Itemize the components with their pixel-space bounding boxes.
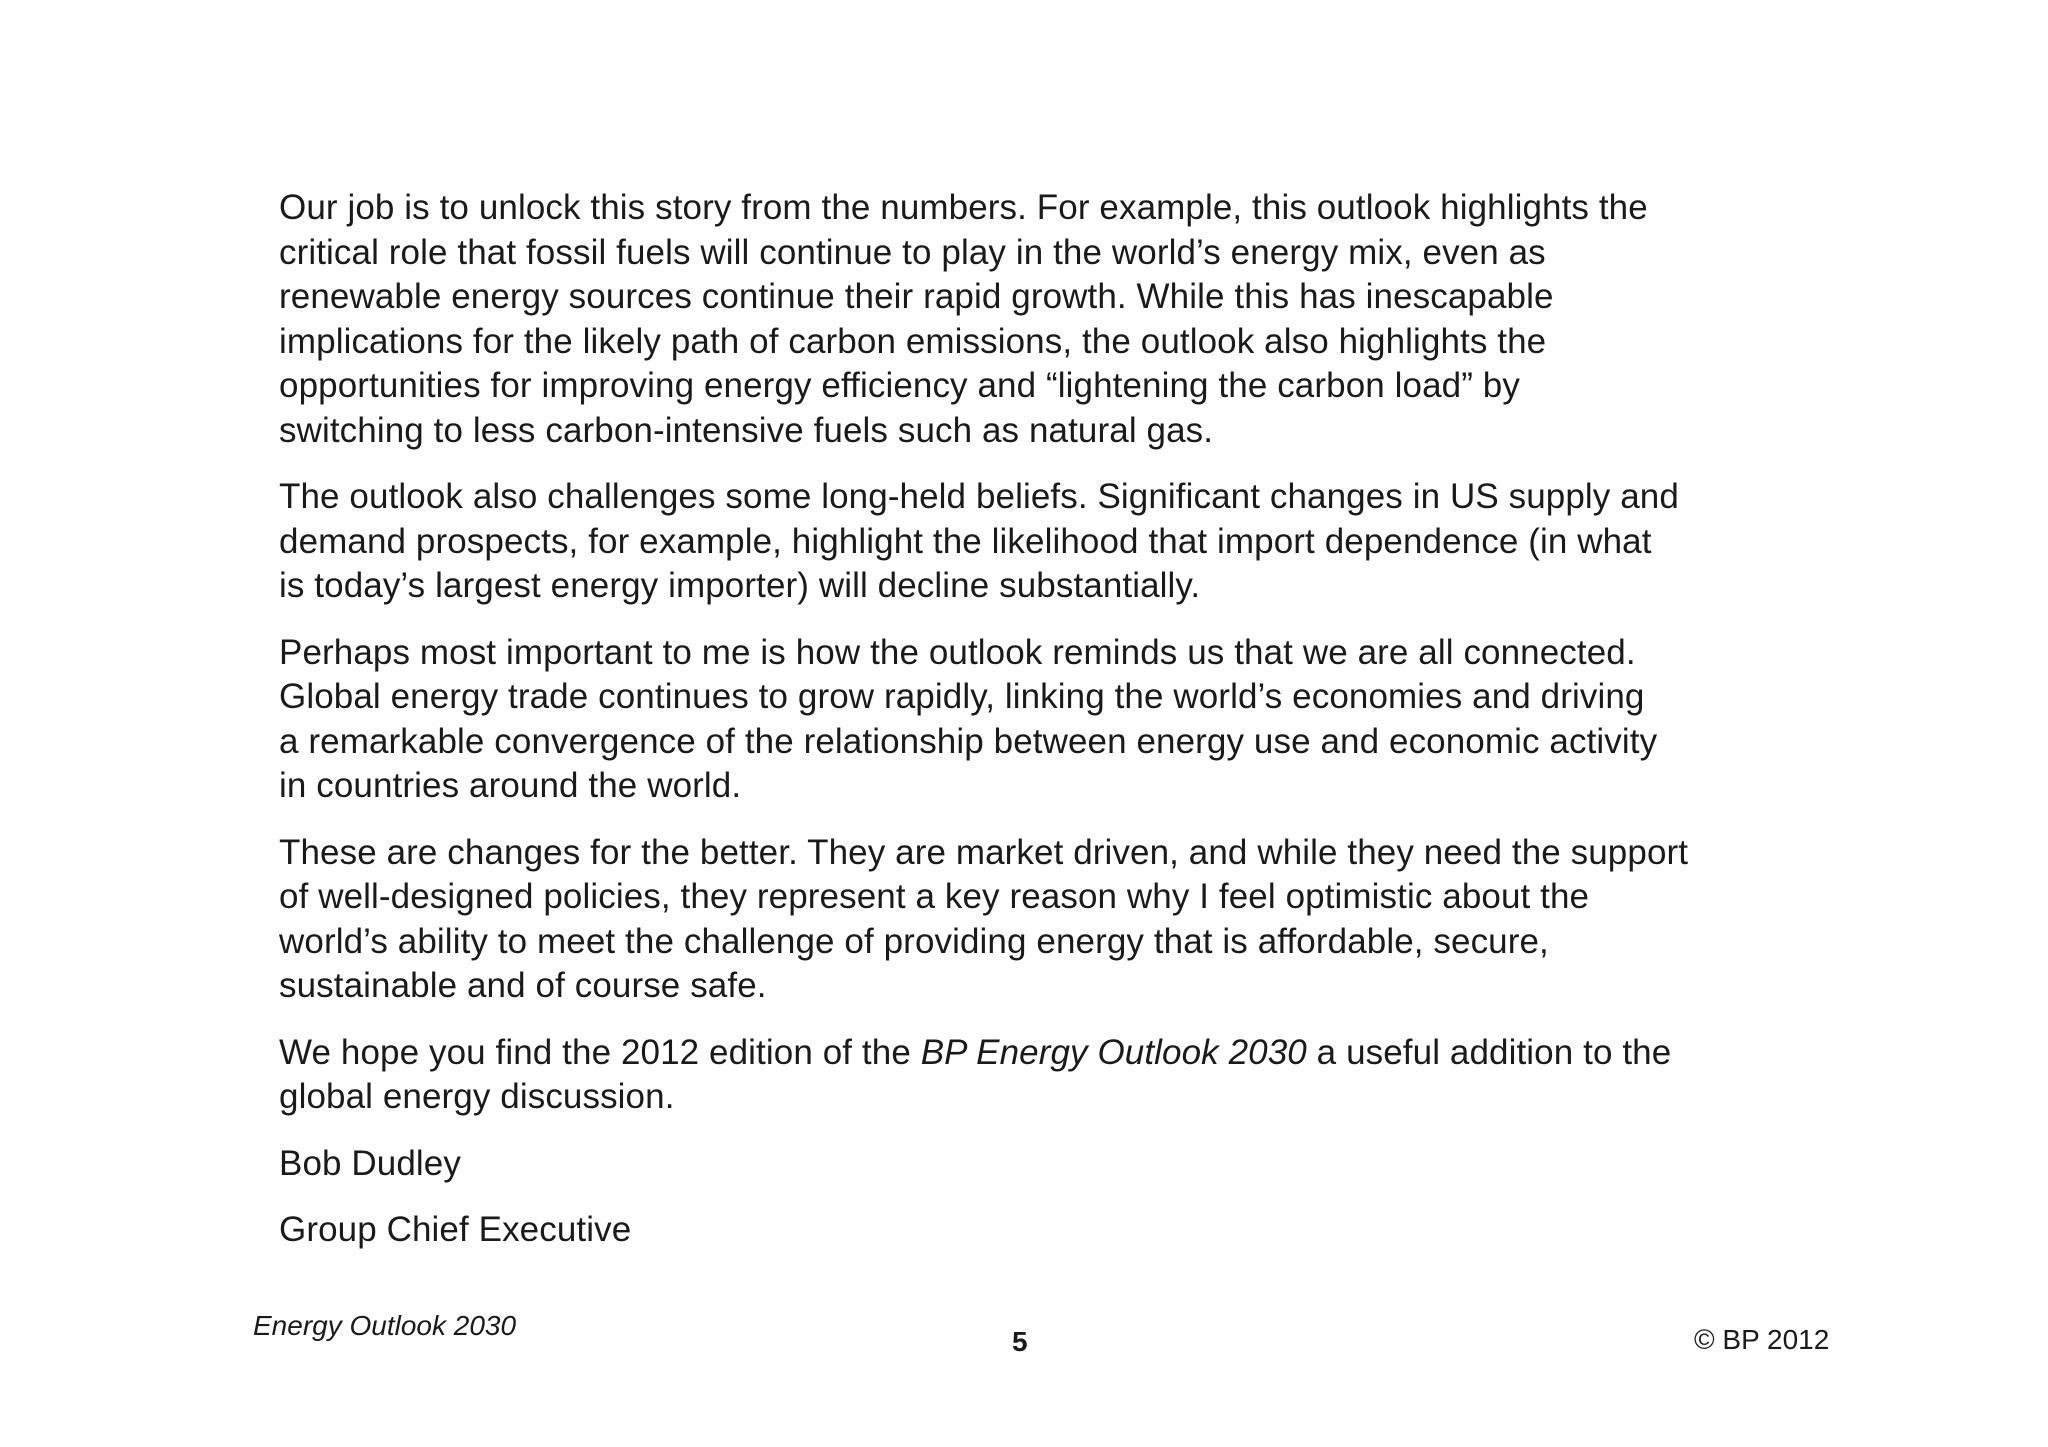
closing-paragraph [279,1031,1849,1120]
text-line: These are changes for the better. They are market driven, and while they need the support [279,832,1689,872]
text-line: Our job is to unlock this story from the numbers. For example, this outlook highlights the [279,188,1648,227]
closing-text-start: We hope you find the 2012 edition of the [279,1032,921,1072]
closing-text-end: a useful addition to the [1306,1032,1672,1072]
text-line [279,1031,1849,1076]
text-line: critical role that fossil fuels will continue to play in the world’s energy mix, even as [279,232,1546,272]
text-line: in countries around the world. [279,766,742,805]
text-line: Perhaps most important to me is how the outlook reminds us that we are all connected. [279,632,1636,672]
page-number: 5 [1012,1326,1028,1357]
text-line: is today’s largest energy importer) will decline substantially. [279,566,1201,605]
text-line: global energy discussion. [279,1077,675,1116]
text-line: opportunities for improving energy efficiency and “lightening the carbon load” by [279,366,1520,405]
paragraph-3 [279,631,1849,809]
paragraph-4 [279,831,1849,1009]
text-line: The outlook also challenges some long-held beliefs. Significant changes in US supply and [279,477,1679,516]
text-line: switching to less carbon-intensive fuels such as natural gas. [279,410,1214,450]
text-line: implications for the likely path of carbon emissions, the outlook also highlights the [279,321,1547,361]
text-line: renewable energy sources continue their rapid growth. While this has inescapable [279,277,1554,316]
text-line: sustainable and of course safe. [279,966,767,1005]
paragraph-2 [279,475,1849,609]
footer-copyright: © BP 2012 [1694,1324,1830,1355]
text-line: a remarkable convergence of the relationship between energy use and economic activity [279,721,1658,761]
signature-name: Bob Dudley [279,1143,461,1183]
publication-title: BP Energy Outlook 2030 [920,1032,1307,1072]
text-line: demand prospects, for example, highlight the likelihood that import dependence (in what [279,521,1652,561]
footer-publication-name: Energy Outlook 2030 [253,1310,517,1341]
text-line: of well-designed policies, they represent a key reason why I feel optimistic about the [279,877,1590,916]
signature-title: Group Chief Executive [279,1210,632,1249]
letter-body [279,186,1849,1275]
paragraph-1 [279,186,1849,453]
text-line: world’s ability to meet the challenge of providing energy that is affordable, secure, [279,921,1549,961]
text-line: Global energy trade continues to grow rapidly, linking the world’s economies and driving [279,677,1645,716]
